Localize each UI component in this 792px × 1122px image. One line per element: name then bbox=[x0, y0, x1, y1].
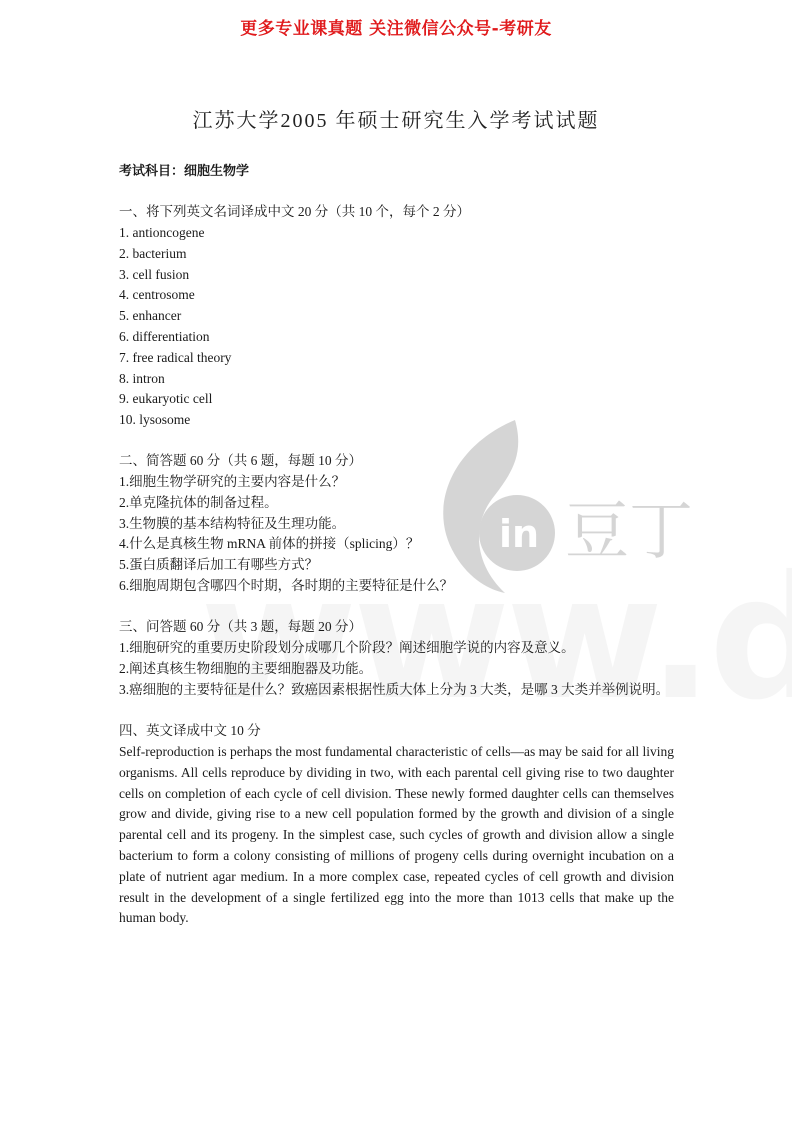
list-item: 9. eukaryotic cell bbox=[119, 391, 213, 407]
section-heading: 三、问答题 60 分（共 3 题，每题 20 分） bbox=[119, 619, 362, 634]
list-item: 2. bacterium bbox=[119, 245, 187, 261]
list-item: 5.蛋白质翻译后加工有哪些方式？ bbox=[119, 557, 319, 573]
list-item: 2.阐述真核生物细胞的主要细胞器及功能。 bbox=[119, 660, 373, 676]
list-item: 5. enhancer bbox=[119, 308, 182, 324]
promo-banner: 更多专业课真题 关注微信公众号-考研友 bbox=[240, 19, 552, 39]
section-vocabulary bbox=[119, 202, 679, 431]
section-heading: 二、简答题 60 分（共 6 题，每题 10 分） bbox=[119, 453, 362, 468]
list-item: 4.什么是真核生物 mRNA 前体的拼接（splicing）？ bbox=[119, 536, 420, 552]
section-short-answer bbox=[119, 451, 679, 597]
list-item: 8. intron bbox=[119, 370, 165, 386]
logo-brand-text: 豆丁 bbox=[565, 495, 693, 569]
list-item: 3. cell fusion bbox=[119, 266, 190, 282]
section-translation bbox=[119, 721, 679, 929]
section-heading: 四、英文译成中文 10 分 bbox=[119, 723, 261, 738]
list-item: 6.细胞周期包含哪四个时期，各时期的主要特征是什么？ bbox=[119, 577, 454, 593]
list-item: 6. differentiation bbox=[119, 328, 210, 344]
list-item: 1. antioncogene bbox=[119, 225, 205, 240]
list-item: 2.单克隆抗体的制备过程。 bbox=[119, 494, 278, 510]
list-item: 10. lysosome bbox=[119, 412, 191, 428]
translation-paragraph: Self-reproduction is perhaps the most fundamental characteristic of cells—as may be said for all living organisms. All cells reproduce by dividing in two, with each parental cell giving rise to two daughter cells on completion of each cycle of cell division. These newly formed daughter cells can themselves grow and divide, giving rise to a new cell population formed by the growth and division of a single parental cell and its progeny. In the simplest case, such cycles of growth and division allow a single bacterium to form a colony consisting of millions of progeny cells during overnight incubation on a plate of nutrient agar medium. In a more complex case, repeated cycles of cell growth and division result in the development of a single fertilized egg into the more than 1013 cells that make up the human body. bbox=[119, 744, 674, 926]
page-title: 江苏大学2005 年硕士研究生入学考试试题 bbox=[192, 110, 600, 132]
exam-subject: 考试科目：细胞生物学 bbox=[119, 164, 250, 179]
list-item: 3.生物膜的基本结构特征及生理功能。 bbox=[119, 515, 346, 531]
section-essay bbox=[119, 617, 689, 700]
list-item: 1.细胞研究的重要历史阶段划分成哪几个阶段？阐述细胞学说的内容及意义。 bbox=[119, 640, 575, 655]
list-item: 7. free radical theory bbox=[119, 349, 232, 365]
list-item: 4. centrosome bbox=[119, 287, 195, 303]
list-item: 1.细胞生物学研究的主要内容是什么？ bbox=[119, 474, 346, 489]
logo-mark-text: in bbox=[499, 512, 540, 556]
list-item: 3.癌细胞的主要特征是什么？致癌因素根据性质大体上分为 3 大类，是哪 3 大类并举例说明。 bbox=[119, 681, 670, 697]
section-heading: 一、将下列英文名词译成中文 20 分（共 10 个，每个 2 分） bbox=[119, 204, 470, 219]
